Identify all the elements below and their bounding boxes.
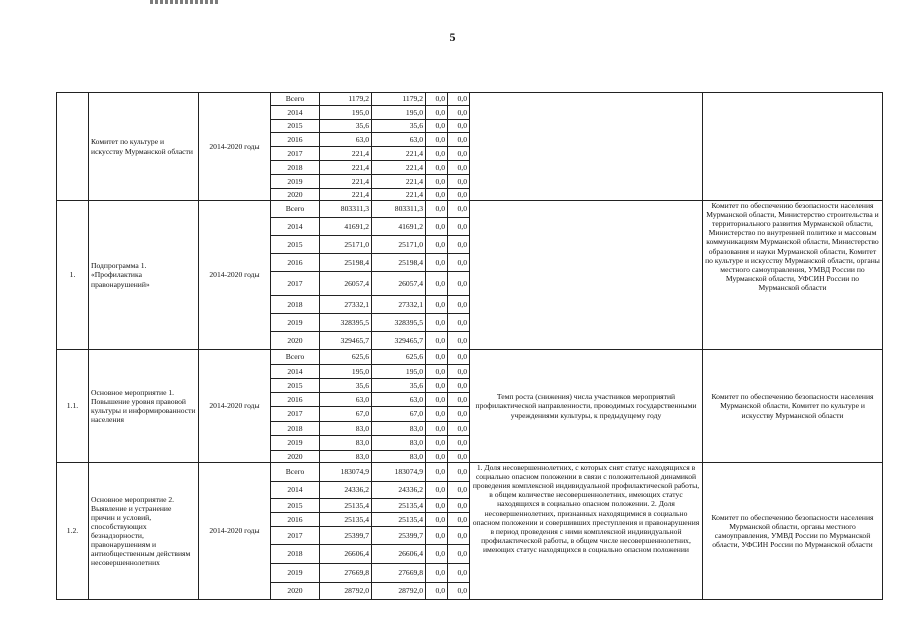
other-sources-cell: 0,0 bbox=[448, 393, 470, 407]
total-value-cell: 63,0 bbox=[320, 133, 372, 147]
regional-budget-cell: 221,4 bbox=[372, 147, 426, 161]
regional-budget-cell: 35,6 bbox=[372, 120, 426, 133]
other-sources-cell: 0,0 bbox=[448, 513, 470, 527]
total-value-cell: 26057,4 bbox=[320, 272, 372, 296]
regional-budget-cell: 183074,9 bbox=[372, 463, 426, 482]
federal-budget-cell: 0,0 bbox=[426, 451, 448, 463]
other-sources-cell: 0,0 bbox=[448, 350, 470, 365]
year-cell: 2016 bbox=[271, 393, 320, 407]
regional-budget-cell: 67,0 bbox=[372, 407, 426, 422]
other-sources-cell: 0,0 bbox=[448, 218, 470, 236]
year-cell: 2018 bbox=[271, 545, 320, 564]
other-sources-cell: 0,0 bbox=[448, 463, 470, 482]
other-sources-cell: 0,0 bbox=[448, 93, 470, 106]
total-value-cell: 27332,1 bbox=[320, 296, 372, 314]
federal-budget-cell: 0,0 bbox=[426, 436, 448, 451]
year-cell: 2014 bbox=[271, 482, 320, 499]
year-cell: 2015 bbox=[271, 379, 320, 393]
executors-cell: Комитет по обеспечению безопасности населения Мурманской области, Комитет по культуре и искусству Мурманской области bbox=[703, 350, 883, 463]
total-value-cell: 25135,4 bbox=[320, 513, 372, 527]
regional-budget-cell: 25135,4 bbox=[372, 499, 426, 513]
total-value-cell: 221,4 bbox=[320, 161, 372, 175]
item-period: 2014-2020 годы bbox=[199, 93, 271, 201]
year-cell: 2019 bbox=[271, 314, 320, 332]
year-cell: 2019 bbox=[271, 564, 320, 583]
other-sources-cell: 0,0 bbox=[448, 436, 470, 451]
year-cell: Всего bbox=[271, 93, 320, 106]
regional-budget-cell: 27669,8 bbox=[372, 564, 426, 583]
year-cell: 2016 bbox=[271, 254, 320, 272]
regional-budget-cell: 35,6 bbox=[372, 379, 426, 393]
total-value-cell: 25135,4 bbox=[320, 499, 372, 513]
regional-budget-cell: 63,0 bbox=[372, 133, 426, 147]
federal-budget-cell: 0,0 bbox=[426, 463, 448, 482]
federal-budget-cell: 0,0 bbox=[426, 350, 448, 365]
federal-budget-cell: 0,0 bbox=[426, 545, 448, 564]
federal-budget-cell: 0,0 bbox=[426, 482, 448, 499]
year-cell: Всего bbox=[271, 201, 320, 218]
other-sources-cell: 0,0 bbox=[448, 161, 470, 175]
year-cell: 2019 bbox=[271, 175, 320, 189]
year-cell: 2019 bbox=[271, 436, 320, 451]
regional-budget-cell: 25198,4 bbox=[372, 254, 426, 272]
regional-budget-cell: 63,0 bbox=[372, 393, 426, 407]
total-value-cell: 83,0 bbox=[320, 436, 372, 451]
regional-budget-cell: 221,4 bbox=[372, 175, 426, 189]
total-value-cell: 83,0 bbox=[320, 451, 372, 463]
year-cell: 2014 bbox=[271, 218, 320, 236]
year-cell: 2017 bbox=[271, 527, 320, 545]
other-sources-cell: 0,0 bbox=[448, 365, 470, 379]
program-table bbox=[56, 92, 883, 600]
executors-cell: Комитет по обеспечению безопасности населения Мурманской области, Министерство строительства и территориального развития Мурманской области, Министерство по внутренней политике и массовым коммуникациям Мурманской области, Министерство образования и науки Мурманской области, Комитет по культуре и искусству Мурманской области, органы местного самоуправления, УМВД России по Мурманской области, УФСИН России по Мурманской области bbox=[703, 201, 883, 350]
other-sources-cell: 0,0 bbox=[448, 379, 470, 393]
table-row bbox=[57, 350, 883, 365]
indicator-cell bbox=[470, 93, 703, 201]
federal-budget-cell: 0,0 bbox=[426, 332, 448, 350]
item-name: Основное мероприятие 2. Выявление и устранение причин и условий, способствующих безнадзорности, правонарушениям и антиобщественным действиям несовершеннолетних bbox=[89, 463, 199, 600]
other-sources-cell: 0,0 bbox=[448, 147, 470, 161]
total-value-cell: 26606,4 bbox=[320, 545, 372, 564]
total-value-cell: 195,0 bbox=[320, 365, 372, 379]
other-sources-cell: 0,0 bbox=[448, 236, 470, 254]
federal-budget-cell: 0,0 bbox=[426, 189, 448, 201]
total-value-cell: 63,0 bbox=[320, 393, 372, 407]
year-cell: 2015 bbox=[271, 120, 320, 133]
federal-budget-cell: 0,0 bbox=[426, 254, 448, 272]
other-sources-cell: 0,0 bbox=[448, 254, 470, 272]
other-sources-cell: 0,0 bbox=[448, 332, 470, 350]
year-cell: 2015 bbox=[271, 236, 320, 254]
year-cell: 2020 bbox=[271, 451, 320, 463]
other-sources-cell: 0,0 bbox=[448, 106, 470, 120]
total-value-cell: 221,4 bbox=[320, 189, 372, 201]
federal-budget-cell: 0,0 bbox=[426, 379, 448, 393]
federal-budget-cell: 0,0 bbox=[426, 527, 448, 545]
other-sources-cell: 0,0 bbox=[448, 120, 470, 133]
other-sources-cell: 0,0 bbox=[448, 527, 470, 545]
other-sources-cell: 0,0 bbox=[448, 201, 470, 218]
table-row bbox=[57, 201, 883, 218]
year-cell: 2014 bbox=[271, 106, 320, 120]
year-cell: Всего bbox=[271, 463, 320, 482]
item-period: 2014-2020 годы bbox=[199, 350, 271, 463]
other-sources-cell: 0,0 bbox=[448, 296, 470, 314]
other-sources-cell: 0,0 bbox=[448, 564, 470, 583]
total-value-cell: 329465,7 bbox=[320, 332, 372, 350]
total-value-cell: 625,6 bbox=[320, 350, 372, 365]
total-value-cell: 27669,8 bbox=[320, 564, 372, 583]
other-sources-cell: 0,0 bbox=[448, 583, 470, 600]
year-cell: 2020 bbox=[271, 189, 320, 201]
executors-cell bbox=[703, 93, 883, 201]
federal-budget-cell: 0,0 bbox=[426, 314, 448, 332]
total-value-cell: 25399,7 bbox=[320, 527, 372, 545]
table-row bbox=[57, 463, 883, 482]
page-number: 5 bbox=[449, 30, 456, 44]
year-cell: 2020 bbox=[271, 332, 320, 350]
federal-budget-cell: 0,0 bbox=[426, 175, 448, 189]
other-sources-cell: 0,0 bbox=[448, 314, 470, 332]
other-sources-cell: 0,0 bbox=[448, 407, 470, 422]
item-name: Основное мероприятие 1. Повышение уровня правовой культуры и информированности населения bbox=[89, 350, 199, 463]
year-cell: Всего bbox=[271, 350, 320, 365]
year-cell: 2015 bbox=[271, 499, 320, 513]
other-sources-cell: 0,0 bbox=[448, 499, 470, 513]
federal-budget-cell: 0,0 bbox=[426, 407, 448, 422]
federal-budget-cell: 0,0 bbox=[426, 133, 448, 147]
federal-budget-cell: 0,0 bbox=[426, 272, 448, 296]
total-value-cell: 221,4 bbox=[320, 175, 372, 189]
regional-budget-cell: 195,0 bbox=[372, 106, 426, 120]
year-cell: 2014 bbox=[271, 365, 320, 379]
year-cell: 2018 bbox=[271, 296, 320, 314]
federal-budget-cell: 0,0 bbox=[426, 147, 448, 161]
total-value-cell: 67,0 bbox=[320, 407, 372, 422]
item-period: 2014-2020 годы bbox=[199, 463, 271, 600]
federal-budget-cell: 0,0 bbox=[426, 422, 448, 436]
regional-budget-cell: 28792,0 bbox=[372, 583, 426, 600]
regional-budget-cell: 1179,2 bbox=[372, 93, 426, 106]
other-sources-cell: 0,0 bbox=[448, 189, 470, 201]
federal-budget-cell: 0,0 bbox=[426, 365, 448, 379]
total-value-cell: 183074,9 bbox=[320, 463, 372, 482]
total-value-cell: 83,0 bbox=[320, 422, 372, 436]
regional-budget-cell: 221,4 bbox=[372, 161, 426, 175]
year-cell: 2018 bbox=[271, 422, 320, 436]
regional-budget-cell: 221,4 bbox=[372, 189, 426, 201]
regional-budget-cell: 25135,4 bbox=[372, 513, 426, 527]
federal-budget-cell: 0,0 bbox=[426, 583, 448, 600]
regional-budget-cell: 83,0 bbox=[372, 422, 426, 436]
federal-budget-cell: 0,0 bbox=[426, 564, 448, 583]
total-value-cell: 328395,5 bbox=[320, 314, 372, 332]
indicator-cell bbox=[470, 201, 703, 350]
other-sources-cell: 0,0 bbox=[448, 545, 470, 564]
total-value-cell: 1179,2 bbox=[320, 93, 372, 106]
item-number: 1.1. bbox=[57, 350, 89, 463]
indicator-cell: 1. Доля несовершеннолетних, с которых снят статус находящихся в социально опасном положении в связи с положительной динамикой проведения комплексной индивидуальной профилактической работы, в общем количестве несовершеннолетних, имеющих статус находящихся в социально опасном положении. 2. Доля несовершеннолетних, признанных находящимися в социально опасном положении и совершивших преступления и правонарушения в период проведения с ними комплексной индивидуальной профилактической работы, в общем числе несовершеннолетних, имеющих статус находящихся в социально опасном положении bbox=[470, 463, 703, 600]
executors-cell: Комитет по обеспечению безопасности населения Мурманской области, органы местного самоуправления, УМВД России по Мурманской области, УФСИН России по Мурманской области bbox=[703, 463, 883, 600]
year-cell: 2017 bbox=[271, 272, 320, 296]
federal-budget-cell: 0,0 bbox=[426, 513, 448, 527]
year-cell: 2017 bbox=[271, 407, 320, 422]
indicator-cell: Темп роста (снижения) числа участников мероприятий профилактической направленности, проводимых государственными учреждениями культуры, к предыдущему году bbox=[470, 350, 703, 463]
total-value-cell: 803311,3 bbox=[320, 201, 372, 218]
regional-budget-cell: 195,0 bbox=[372, 365, 426, 379]
other-sources-cell: 0,0 bbox=[448, 133, 470, 147]
federal-budget-cell: 0,0 bbox=[426, 218, 448, 236]
regional-budget-cell: 328395,5 bbox=[372, 314, 426, 332]
federal-budget-cell: 0,0 bbox=[426, 161, 448, 175]
total-value-cell: 221,4 bbox=[320, 147, 372, 161]
year-cell: 2018 bbox=[271, 161, 320, 175]
total-value-cell: 25198,4 bbox=[320, 254, 372, 272]
federal-budget-cell: 0,0 bbox=[426, 499, 448, 513]
other-sources-cell: 0,0 bbox=[448, 272, 470, 296]
item-number: 1. bbox=[57, 201, 89, 350]
total-value-cell: 195,0 bbox=[320, 106, 372, 120]
other-sources-cell: 0,0 bbox=[448, 451, 470, 463]
item-name: Комитет по культуре и искусству Мурманской области bbox=[89, 93, 199, 201]
total-value-cell: 28792,0 bbox=[320, 583, 372, 600]
regional-budget-cell: 803311,3 bbox=[372, 201, 426, 218]
federal-budget-cell: 0,0 bbox=[426, 201, 448, 218]
year-cell: 2020 bbox=[271, 583, 320, 600]
total-value-cell: 41691,2 bbox=[320, 218, 372, 236]
item-name: Подпрограмма 1. «Профилактика правонарушений» bbox=[89, 201, 199, 350]
total-value-cell: 35,6 bbox=[320, 120, 372, 133]
item-number bbox=[57, 93, 89, 201]
regional-budget-cell: 83,0 bbox=[372, 436, 426, 451]
regional-budget-cell: 329465,7 bbox=[372, 332, 426, 350]
other-sources-cell: 0,0 bbox=[448, 422, 470, 436]
federal-budget-cell: 0,0 bbox=[426, 236, 448, 254]
federal-budget-cell: 0,0 bbox=[426, 393, 448, 407]
regional-budget-cell: 24336,2 bbox=[372, 482, 426, 499]
federal-budget-cell: 0,0 bbox=[426, 296, 448, 314]
regional-budget-cell: 26057,4 bbox=[372, 272, 426, 296]
regional-budget-cell: 25399,7 bbox=[372, 527, 426, 545]
other-sources-cell: 0,0 bbox=[448, 175, 470, 189]
year-cell: 2016 bbox=[271, 133, 320, 147]
other-sources-cell: 0,0 bbox=[448, 482, 470, 499]
table-row bbox=[57, 93, 883, 106]
total-value-cell: 25171,0 bbox=[320, 236, 372, 254]
item-period: 2014-2020 годы bbox=[199, 201, 271, 350]
regional-budget-cell: 27332,1 bbox=[372, 296, 426, 314]
federal-budget-cell: 0,0 bbox=[426, 120, 448, 133]
year-cell: 2017 bbox=[271, 147, 320, 161]
federal-budget-cell: 0,0 bbox=[426, 93, 448, 106]
regional-budget-cell: 25171,0 bbox=[372, 236, 426, 254]
scan-artifact bbox=[150, 0, 220, 4]
regional-budget-cell: 26606,4 bbox=[372, 545, 426, 564]
regional-budget-cell: 625,6 bbox=[372, 350, 426, 365]
total-value-cell: 24336,2 bbox=[320, 482, 372, 499]
regional-budget-cell: 41691,2 bbox=[372, 218, 426, 236]
item-number: 1.2. bbox=[57, 463, 89, 600]
regional-budget-cell: 83,0 bbox=[372, 451, 426, 463]
federal-budget-cell: 0,0 bbox=[426, 106, 448, 120]
year-cell: 2016 bbox=[271, 513, 320, 527]
total-value-cell: 35,6 bbox=[320, 379, 372, 393]
